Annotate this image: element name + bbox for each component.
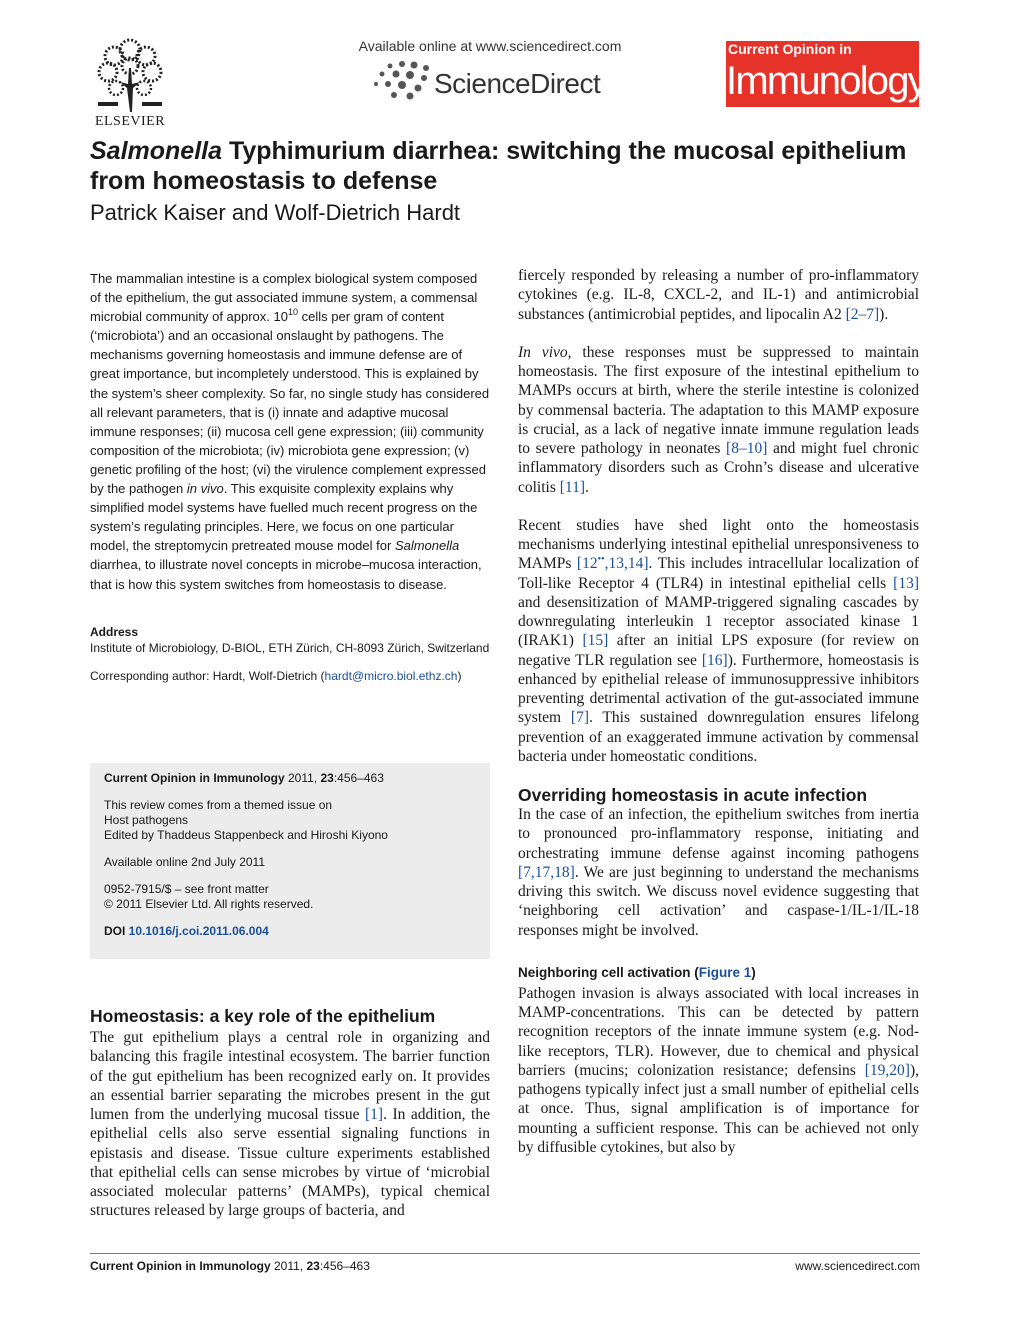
text-part: . We are just beginning to understand the mechanisms driving this switch. We discuss novel evidence suggesting that ‘neighboring cell activation’ and caspase-1/IL-1/IL-18 responses might be involved. <box>518 863 919 939</box>
article-info-box <box>90 763 490 959</box>
heading-part: ) <box>751 964 756 980</box>
reference-link[interactable]: [16] <box>701 651 728 669</box>
corresponding-label: Corresponding author: Hardt, Wolf-Dietrich ( <box>90 668 325 683</box>
info-pages: :456–463 <box>333 771 384 785</box>
abstract <box>90 269 490 594</box>
footer-journal: Current Opinion in Immunology <box>90 1259 271 1273</box>
text-part: The gut epithelium plays a central role in organizing and balancing this fragile intestinal ecosystem. The barrier function of the gut epithelium has been recognized early on. It provides an essential barrier separating the microbes present in the gut lumen from the underlying mucosal tissue <box>90 1029 490 1123</box>
right-column <box>518 266 919 1176</box>
elsevier-tree-icon <box>94 38 166 112</box>
available-online-text: Available online at www.sciencedirect.com <box>358 38 622 54</box>
footer-volume: 23 <box>306 1259 320 1273</box>
text-part: Pathogen invasion is always associated with local increases in MAMP-concentrations. This can be detected by pattern recognition receptors of the innate immune system (e.g. Nod-like receptors, TLR). However, due to chemical and physical barriers (mucins; colonization resistance; defensins <box>518 984 919 1079</box>
address-text: Institute of Microbiology, D-BIOL, ETH Zürich, CH-8093 Zürich, Switzerland <box>90 640 490 655</box>
sciencedirect-wordmark: ScienceDirect <box>434 68 601 99</box>
footer-url: www.sciencedirect.com <box>795 1259 920 1273</box>
corresponding-close: ) <box>457 668 462 683</box>
info-citation <box>104 771 476 786</box>
footer-year: 2011, <box>270 1259 307 1273</box>
info-doi <box>104 924 476 939</box>
reference-link[interactable]: [19,20] <box>864 1061 910 1079</box>
homeostasis-heading: Homeostasis: a key role of the epithelium <box>90 1006 436 1026</box>
journal-logo <box>726 41 926 107</box>
corresponding-email-link[interactable]: hardt@micro.biol.ethz.ch <box>324 668 458 683</box>
abstract-part: The mammalian intestine is a complex biological system composed of the epithelium, the gut associated immune system, a commensal microbial community of approx. 10 <box>90 271 478 325</box>
text-part: ). Furthermore, homeostasis is enhanced by epithelial release of immunosuppressive inhibitors preventing detrimental activation of the gut-associated immune system <box>518 651 919 727</box>
text-part: In the case of an infection, the epithelium switches from inertia to pronounced pro-inflammatory response, initiating and orchestrating immune defense against incoming pathogens <box>518 806 919 862</box>
text-part: . In addition, the epithelial cells also serve essential signaling functions in epistasis and disease. Tissue culture experiments established that epithelial cells can sense microbes by virtue of ‘microbial associated molecular patterns’ (MAMPs), typical chemical structures released by large groups of bacteria, and <box>90 1106 490 1220</box>
homeostasis-paragraph <box>90 1028 490 1221</box>
reference-link[interactable]: [2–7] <box>845 305 880 323</box>
recent-studies-paragraph <box>518 516 919 766</box>
neighbor-paragraph <box>518 984 919 1157</box>
cytokine-paragraph <box>518 266 919 324</box>
info-issn: 0952-7915/$ – see front matter <box>104 882 269 896</box>
info-journal: Current Opinion in Immunology <box>104 771 285 785</box>
left-column <box>90 269 490 684</box>
reference-link[interactable]: [7,17,18] <box>518 863 575 881</box>
journal-logo-series: Current Opinion in <box>728 41 852 57</box>
info-editors: Edited by Thaddeus Stappenbeck and Hiroshi Kiyono <box>104 828 388 842</box>
corresponding-author <box>90 668 490 684</box>
info-themed-topic: Host pathogens <box>104 813 189 827</box>
neighbor-heading <box>518 964 919 982</box>
journal-logo-title: Immunology <box>726 59 926 103</box>
reference-link[interactable]: [1] <box>364 1106 384 1123</box>
info-year: 2011, <box>284 771 321 785</box>
sciencedirect-dots-icon <box>372 60 434 100</box>
abstract-part: . This exquisite complexity explains why simplified model systems have fuelled much recent progress on the system’s regulating principles. Here, we focus on one particular model, the streptomycin pretreated mouse model for <box>90 481 478 554</box>
text-italic: In vivo <box>518 343 568 361</box>
override-paragraph <box>518 805 919 940</box>
footer-citation <box>90 1259 370 1273</box>
text-part: and desensitization of MAMP-triggered signaling cascades by downregulating interleukin 1 receptor associated kinase 1 (IRAK1) <box>518 593 919 650</box>
reference-link[interactable] <box>577 555 649 572</box>
doi-link[interactable]: 10.1016/j.coi.2011.06.004 <box>128 924 269 938</box>
reference-link[interactable]: [13] <box>893 574 919 592</box>
address-block <box>90 624 490 656</box>
reference-link[interactable]: [15] <box>582 632 609 650</box>
abstract-italic: Salmonella <box>394 538 460 554</box>
reference-link[interactable]: [8–10] <box>726 440 768 457</box>
info-volume: 23 <box>320 771 334 785</box>
info-doi-label: DOI <box>104 924 129 938</box>
abstract-superscript: 10 <box>287 307 298 318</box>
info-available-date: Available online 2nd July 2011 <box>104 855 266 869</box>
elsevier-wordmark: ELSEVIER <box>94 114 166 129</box>
figure-link[interactable]: Figure 1 <box>698 964 752 980</box>
text-part: . This sustained downregulation ensures lifelong prevention of an exaggerated immune activation by commensal bacteria under homeostatic conditions. <box>518 709 919 765</box>
homeostasis-section <box>90 1006 490 1221</box>
reference-link[interactable]: [11] <box>559 478 586 496</box>
article-title <box>90 136 930 196</box>
override-heading: Overriding homeostasis in acute infection <box>518 785 868 805</box>
reference-part: [12 <box>576 555 598 573</box>
article-authors: Patrick Kaiser and Wolf-Dietrich Hardt <box>90 200 461 225</box>
abstract-part: diarrhea, to illustrate novel concepts in microbe–mucosa interaction, that is how this system switches from homeostasis to disease. <box>90 557 482 592</box>
text-part: . <box>585 478 589 496</box>
abstract-italic: in vivo <box>186 481 224 497</box>
info-copyright: © 2011 Elsevier Ltd. All rights reserved. <box>104 897 314 911</box>
text-part: ). <box>879 305 889 323</box>
text-part: Recent studies have shed light onto the homeostasis mechanisms underlying intestinal epithelial unresponsiveness to MAMPs <box>518 516 919 573</box>
footer-divider <box>90 1253 920 1254</box>
title-italic: Salmonella <box>90 137 222 165</box>
elsevier-logo <box>88 38 172 130</box>
text-part: ), pathogens typically infect just a small number of epithelial cells at once. Thus, signal amplification is of importance for mounting a sufficient response. This can be achieved not only by diffusible cytokines, but also by <box>518 1061 919 1156</box>
info-themed-line: This review comes from a themed issue on <box>104 798 333 812</box>
text-part: and might fuel chronic inflammatory disorders such as Crohn’s disease and ulcerative colitis <box>518 440 919 496</box>
address-heading: Address <box>90 624 139 639</box>
reference-link[interactable]: [7] <box>570 709 589 727</box>
text-part: , these responses must be suppressed to maintain homeostasis. The first exposure of the intestinal epithelium to MAMPs occurs at birth, where the sterile intestine is colonized by commensal bacteria. The adaptation to this MAMP exposure is crucial, as a lack of negative innate immune regulation leads to severe pathology in neonates <box>518 343 920 457</box>
text-part: . This includes intracellular localization of Toll-like Receptor 4 (TLR4) in intestinal epithelial cells <box>518 555 919 592</box>
abstract-part: cells per gram of content (‘microbiota’) and an occasional onslaught by pathogens. The mechanisms governing homeostasis and immune defense are of great importance, but incompletely understood. This is explained by the system’s sheer complexity. So far, no single study has considered all relevant parameters, that is (i) innate and adaptive mucosal immune responses; (ii) mucosa cell gene expression; (iii) community composition of the microbiota; (iv) microbiota gene expression; (v) genetic profiling of the host; (vi) the virulence complement expressed by the pathogen <box>90 309 490 497</box>
reference-part: ,13,14] <box>604 555 649 573</box>
reference-marker: •• <box>597 554 605 566</box>
text-part: after an initial LPS exposure (for review on negative TLR regulation see <box>518 632 920 669</box>
sciencedirect-logo <box>372 58 622 104</box>
in-vivo-paragraph <box>518 343 919 497</box>
footer-pages: :456–463 <box>319 1259 370 1273</box>
text-part: fiercely responded by releasing a number of pro-inflammatory cytokines (e.g. IL-8, CXCL-2, and IL-1) and antimicrobial substances (antimicrobial peptides, and lipocalin A2 <box>518 267 919 323</box>
title-rest: Typhimurium diarrhea: switching the mucosal epithelium from homeostasis to defense <box>90 137 907 195</box>
heading-part: Neighboring cell activation ( <box>518 964 699 980</box>
